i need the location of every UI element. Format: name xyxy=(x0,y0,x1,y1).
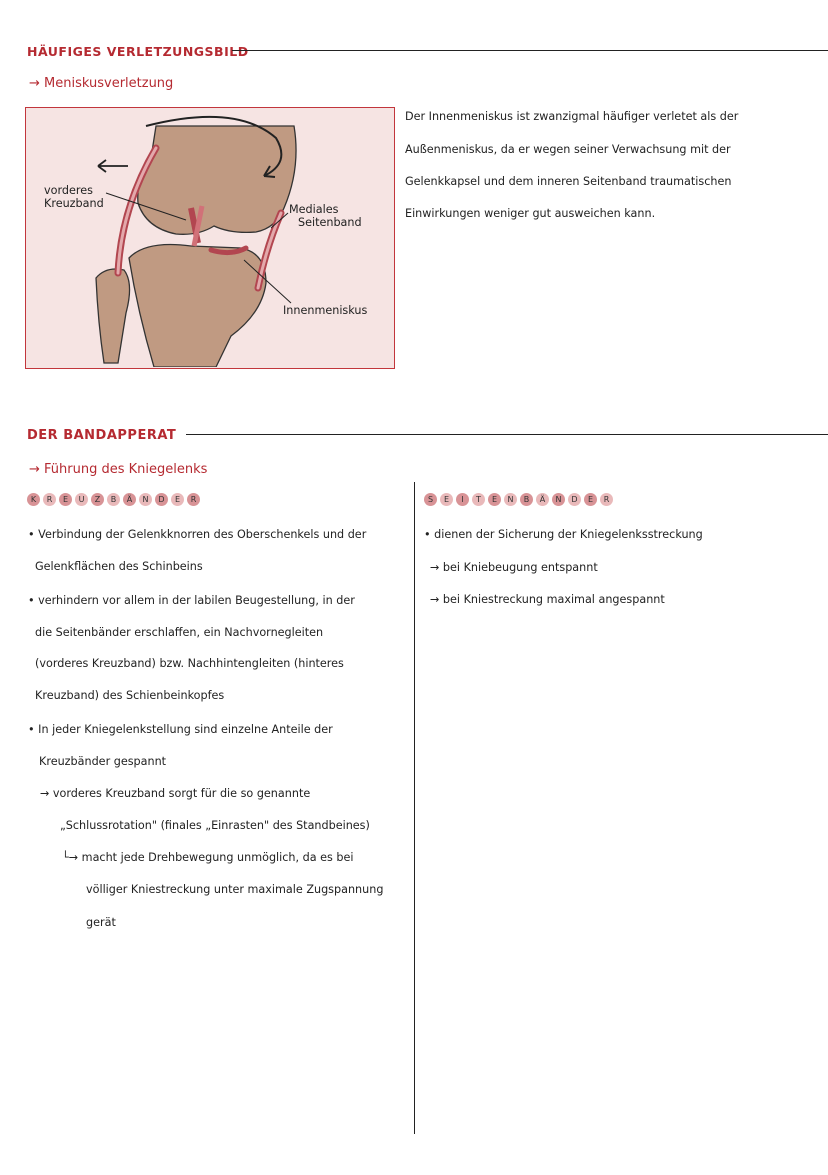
note-line: → vorderes Kreuzband sorgt für die so genannte xyxy=(40,787,311,800)
title-letter: Ä xyxy=(536,493,549,506)
label-innenmeniskus: Innenmeniskus xyxy=(283,304,368,317)
note-line: (vorderes Kreuzband) bzw. Nachhintengleiten (hinteres xyxy=(35,657,344,670)
title-letter: N xyxy=(139,493,152,506)
note-line: Kreuzbänder gespannt xyxy=(39,755,167,768)
title-letter: E xyxy=(59,493,72,506)
note-line: Kreuzband) des Schienbeinkopfes xyxy=(35,689,225,702)
title-letter: Ä xyxy=(123,493,136,506)
subheading-fuehrung: → Führung des Kniegelenks xyxy=(29,462,208,477)
note-line: • dienen der Sicherung der Kniegelenksstreckung xyxy=(424,528,703,541)
section-heading-bandapperat: DER BANDAPPERAT xyxy=(27,428,177,443)
title-letter: N xyxy=(552,493,565,506)
note-line: Gelenkflächen des Schinbeins xyxy=(35,560,203,573)
title-letter: T xyxy=(472,493,485,506)
title-letter: U xyxy=(75,493,88,506)
knee-diagram xyxy=(25,107,395,369)
title-letter: E xyxy=(488,493,501,506)
paragraph-line: Außenmeniskus, da er wegen seiner Verwachsung mit der xyxy=(405,143,731,156)
title-letter: R xyxy=(600,493,613,506)
note-line: gerät xyxy=(86,916,116,929)
column-divider xyxy=(414,482,415,1134)
kreuzbaender-title xyxy=(27,493,200,506)
note-line: • Verbindung der Gelenkknorren des Oberschenkels und der xyxy=(28,528,367,541)
knee-illustration xyxy=(26,108,393,367)
title-letter: D xyxy=(568,493,581,506)
heading-rule xyxy=(232,50,828,51)
note-line: völliger Kniestreckung unter maximale Zugspannung xyxy=(86,883,384,896)
note-line: → bei Kniestreckung maximal angespannt xyxy=(430,593,665,606)
title-letter: S xyxy=(424,493,437,506)
paragraph-line: Der Innenmeniskus ist zwanzigmal häufiger verletet als der xyxy=(405,110,739,123)
note-line: die Seitenbänder erschlaffen, ein Nachvornegleiten xyxy=(35,626,324,639)
title-letter: D xyxy=(155,493,168,506)
title-letter: K xyxy=(27,493,40,506)
heading-rule xyxy=(186,434,828,435)
title-letter: B xyxy=(520,493,533,506)
note-line: • In jeder Kniegelenkstellung sind einzelne Anteile der xyxy=(28,723,333,736)
title-letter: R xyxy=(43,493,56,506)
note-line: „Schlussrotation" (finales „Einrasten" des Standbeines) xyxy=(60,819,370,832)
note-line: • verhindern vor allem in der labilen Beugestellung, in der xyxy=(28,594,355,607)
paragraph-line: Einwirkungen weniger gut ausweichen kann. xyxy=(405,207,656,220)
title-letter: N xyxy=(504,493,517,506)
label-mediales-seitenband: Mediales Seitenband xyxy=(289,203,362,229)
title-letter: E xyxy=(584,493,597,506)
title-letter: E xyxy=(171,493,184,506)
note-line: └→ macht jede Drehbewegung unmöglich, da es bei xyxy=(62,851,354,864)
title-letter: E xyxy=(440,493,453,506)
seitenbaender-title xyxy=(424,493,613,506)
label-vorderes-kreuzband: vorderes Kreuzband xyxy=(44,184,104,210)
subheading-meniskus: → Meniskusverletzung xyxy=(29,76,174,91)
title-letter: R xyxy=(187,493,200,506)
note-line: → bei Kniebeugung entspannt xyxy=(430,561,598,574)
title-letter: Z xyxy=(91,493,104,506)
paragraph-line: Gelenkkapsel und dem inneren Seitenband traumatischen xyxy=(405,175,732,188)
title-letter: B xyxy=(107,493,120,506)
title-letter: I xyxy=(456,493,469,506)
section-heading-verletzungsbild: HÄUFIGES VERLETZUNGSBILD xyxy=(27,44,249,59)
